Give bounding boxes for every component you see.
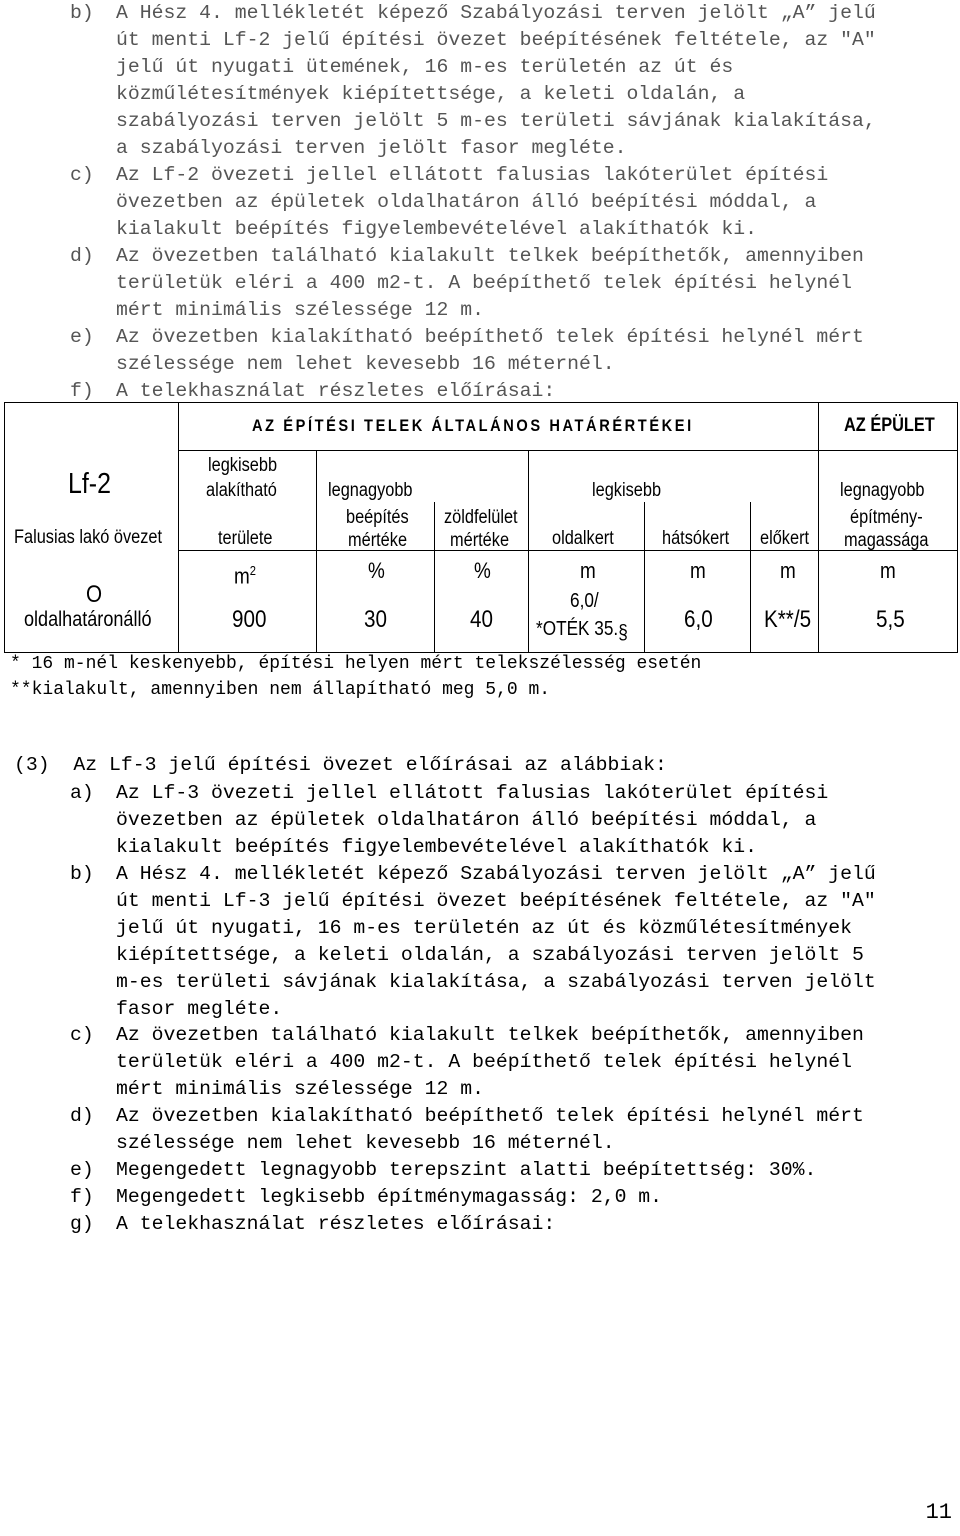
header-plot-limits: AZ ÉPÍTÉSI TELEK ÁLTALÁNOS HATÁRÉRTÉKEI [252,416,694,435]
value-side-2: *OTÉK 35.§ [536,618,628,644]
value-back: 6,0 [684,606,713,633]
footnote-1: * 16 m-nél keskenyebb, építési helyen mért telekszélesség esetén [10,654,702,674]
footnote-2: **kialakult, amennyiben nem állapítható meg 5,0 m. [10,680,551,700]
header-building: AZ ÉPÜLET [844,415,935,436]
value-build-ratio: 30 [364,606,387,633]
value-area: 900 [232,606,267,633]
zone-code: Lf-2 [68,468,111,500]
page-number: 11 [925,1500,952,1525]
value-front: K**/5 [764,606,812,633]
lf2-regulation-table: Lf-2 Falusias lakó övezet O oldalhatáronálló AZ ÉPÍTÉSI TELEK ÁLTALÁNOS HATÁRÉRTÉKEI AZ ÉPÜLET legkisebb alakítható területe legnagyobb beépítés mértéke zöldfelület mértéke legkisebb oldalkert hátsókert előkert legnagyobb építmény- magassága $m^2$ % % m m m m 900 30 40 6,0/ *OTÉK 35.§ 6,0 K**/5 5,5 [4,402,958,652]
section-3-heading: (3) Az Lf-3 jelű építési övezet előírásai az alábbiak: [14,754,667,776]
value-green: 40 [470,606,493,633]
zone-name: Falusias lakó övezet [14,527,163,548]
unit-area: $m^2$ [234,563,256,589]
value-height: 5,5 [876,606,905,633]
build-mode-code: O [86,581,103,608]
value-side-1: 6,0/ [570,590,599,612]
build-mode-name: oldalhatáronálló [24,608,152,631]
